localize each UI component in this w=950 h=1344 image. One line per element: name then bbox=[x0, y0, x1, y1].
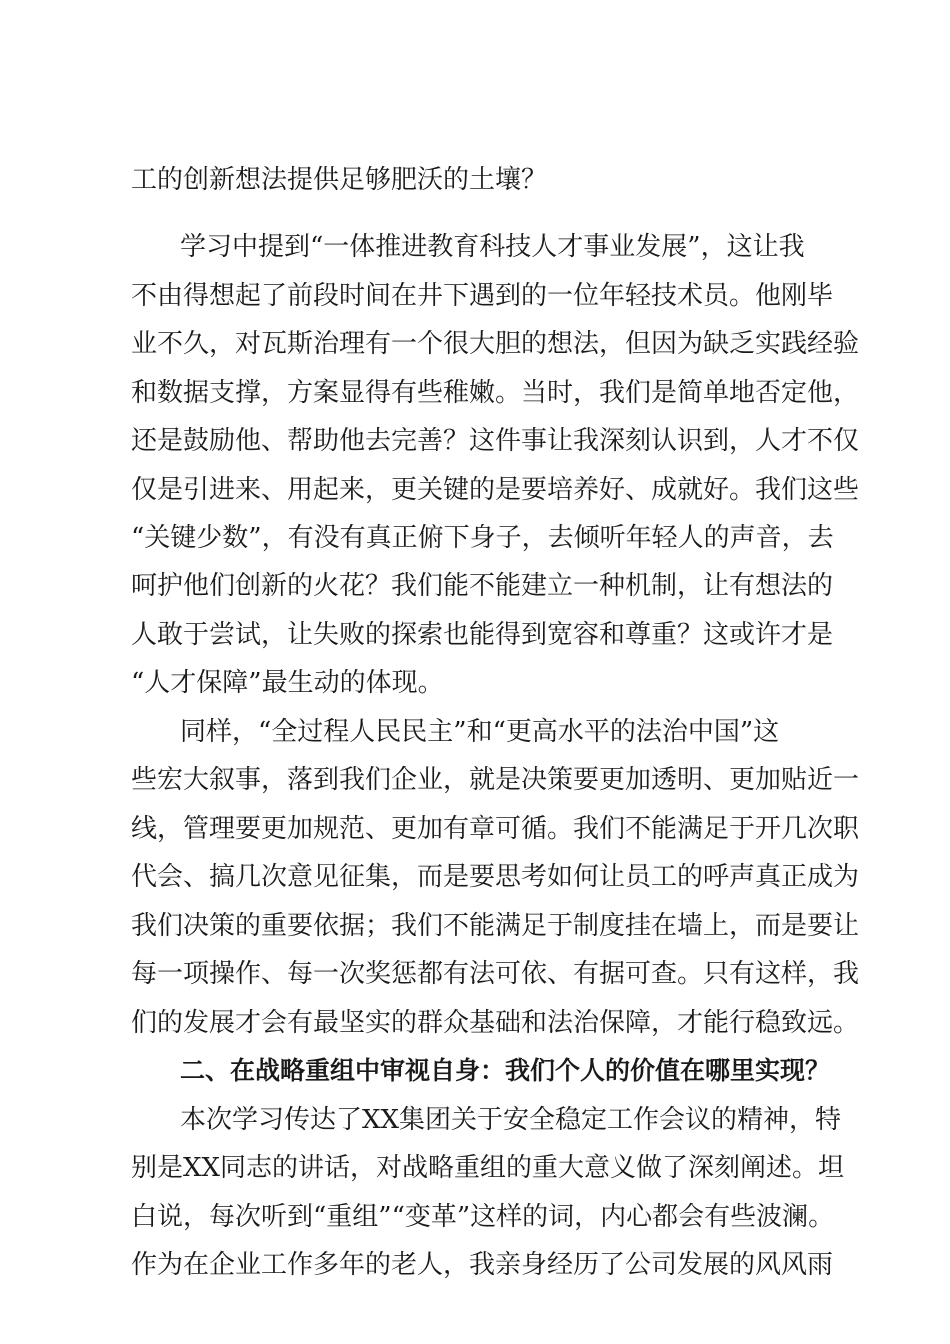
text-line: 作为在企业工作多年的老人，我亲身经历了公司发展的风风雨 bbox=[131, 1250, 834, 1280]
text-line: 我们决策的重要依据；我们不能满足于制度挂在墙上，而是要让 bbox=[131, 911, 860, 941]
text-line: 线，管理要更加规范、更加有章可循。我们不能满足于开几次职 bbox=[131, 814, 860, 844]
text-line: 本次学习传达了XX集团关于安全稳定工作会议的精神，特 bbox=[180, 1105, 842, 1135]
text-line: 每一项操作、每一次奖惩都有法可依、有据可查。只有这样，我 bbox=[131, 959, 860, 989]
text-line: 和数据支撑，方案显得有些稚嫩。当时，我们是简单地否定他， bbox=[131, 378, 860, 408]
text-line: 们的发展才会有最坚实的群众基础和法治保障，才能行稳致远。 bbox=[131, 1008, 860, 1038]
text-line: “关键少数”，有没有真正俯下身子，去倾听年轻人的声音，去 bbox=[131, 523, 834, 553]
text-line: 不由得想起了前段时间在井下遇到的一位年轻技术员。他刚毕 bbox=[131, 281, 834, 311]
text-line: 仅是引进来、用起来，更关键的是要培养好、成就好。我们这些 bbox=[131, 475, 860, 505]
section-heading: 二、在战略重组中审视自身：我们个人的价值在哪里实现？ bbox=[180, 1056, 831, 1085]
text-line: 别是XX同志的讲话，对战略重组的重大意义做了深刻阐述。坦 bbox=[131, 1153, 845, 1183]
text-line: 工的创新想法提供足够肥沃的土壤？ bbox=[131, 165, 548, 195]
text-line: 代会、搞几次意见征集，而是要思考如何让员工的呼声真正成为 bbox=[131, 862, 860, 892]
text-line: 还是鼓励他、帮助他去完善？这件事让我深刻认识到，人才不仅 bbox=[131, 426, 860, 456]
text-line: “人才保障”最生动的体现。 bbox=[131, 668, 444, 698]
text-line: 呵护他们创新的火花？我们能不能建立一种机制，让有想法的 bbox=[131, 571, 834, 601]
text-line: 白说，每次听到“重组”“变革”这样的词，内心都会有些波澜。 bbox=[131, 1202, 835, 1232]
text-line: 人敢于尝试，让失败的探索也能得到宽容和尊重？这或许才是 bbox=[131, 620, 834, 650]
text-line: 同样，“全过程人民民主”和“更高水平的法治中国”这 bbox=[180, 717, 780, 747]
text-line: 学习中提到“一体推进教育科技人才事业发展”，这让我 bbox=[180, 232, 805, 262]
text-line: 业不久，对瓦斯治理有一个很大胆的想法，但因为缺乏实践经验 bbox=[131, 329, 860, 359]
text-line: 些宏大叙事，落到我们企业，就是决策要更加透明、更加贴近一 bbox=[131, 765, 860, 795]
